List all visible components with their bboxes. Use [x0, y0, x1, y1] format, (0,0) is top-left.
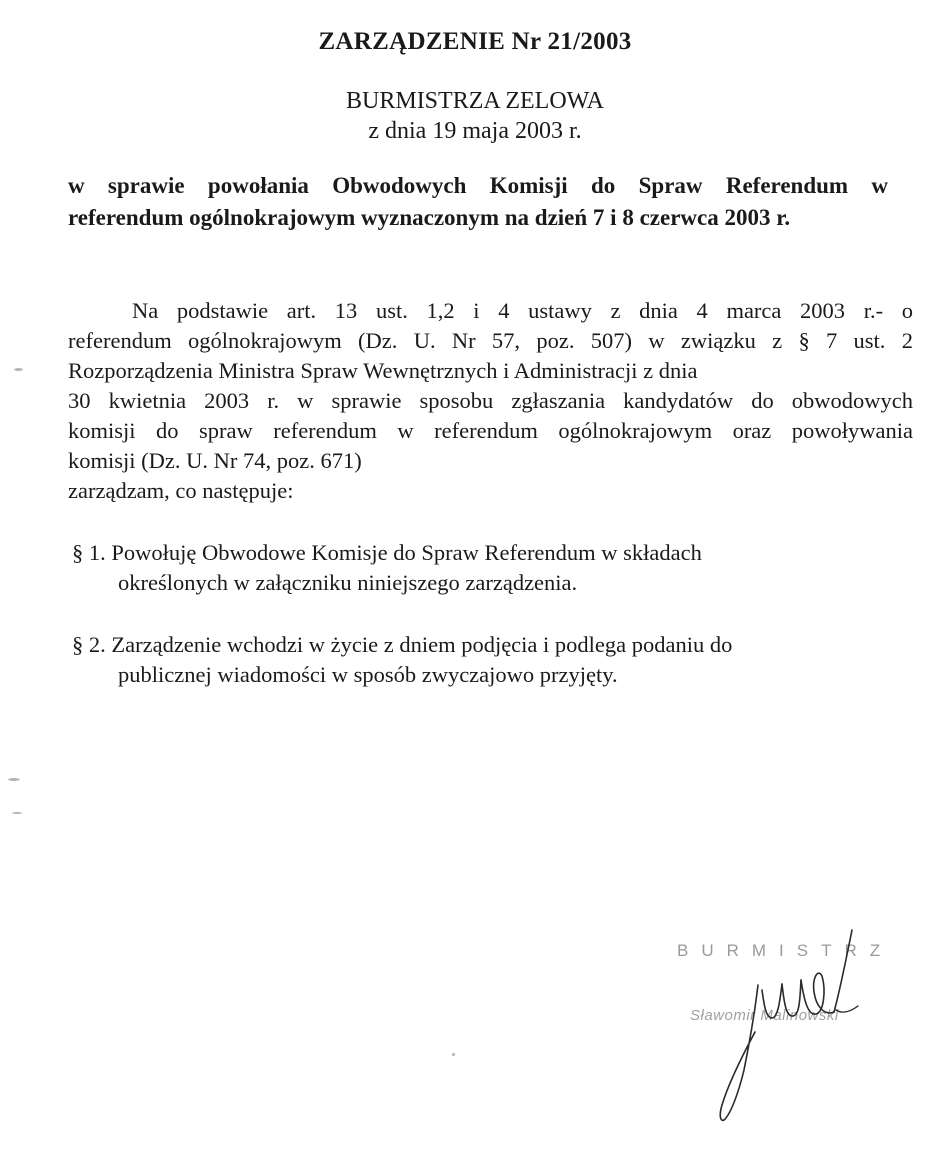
subject-line-1: w sprawie powołania Obwodowych Komisji do Spraw Referendum w [68, 173, 888, 198]
paragraph-2-line-2: publicznej wiadomości w sposób zwyczajowo przyjęty. [118, 662, 618, 687]
paragraph-1 [72, 538, 872, 598]
basis-line-4: 30 kwietnia 2003 r. w sprawie sposobu zgłaszania kandydatów do obwodowych [68, 388, 913, 413]
basis-line-7: zarządzam, co następuje: [68, 478, 294, 503]
scan-speck [8, 778, 20, 781]
basis-line-6: komisji (Dz. U. Nr 74, poz. 671) [68, 448, 362, 473]
paragraph-1-line-2: określonych w załączniku niniejszego zarządzenia. [118, 570, 578, 595]
document-subject [68, 170, 888, 234]
document-title: ZARZĄDZENIE Nr 21/2003 [318, 28, 632, 55]
paragraph-2-line-1: § 2. Zarządzenie wchodzi w życie z dniem podjęcia i podlega podaniu do [72, 632, 733, 657]
paragraph-2 [72, 630, 872, 690]
document-issuer-block [0, 86, 950, 146]
stamp-title: BURMISTRZ [677, 941, 894, 960]
paragraph-1-line-1: § 1. Powołuję Obwodowe Komisje do Spraw Referendum w składach [72, 540, 702, 565]
document-issuer: BURMISTRZA ZELOWA [346, 88, 604, 114]
scan-speck [452, 1053, 455, 1056]
document-date: z dnia 19 maja 2003 r. [368, 118, 582, 144]
subject-line-2: referendum ogólnokrajowym wyznaczonym na dzień 7 i 8 czerwca 2003 r. [68, 205, 791, 230]
basis-line-3: Rozporządzenia Ministra Spraw Wewnętrznych i Administracji z dnia [68, 358, 698, 383]
scan-speck [12, 812, 22, 814]
handwritten-signature [700, 920, 880, 1130]
basis-line-1: Na podstawie art. 13 ust. 1,2 i 4 ustawy z dnia 4 marca 2003 r.- o [132, 298, 913, 323]
basis-line-2: referendum ogólnokrajowym (Dz. U. Nr 57, poz. 507) w związku z § 7 ust. 2 [68, 328, 913, 353]
scan-speck [14, 368, 23, 371]
legal-basis [68, 296, 913, 506]
basis-line-5: komisji do spraw referendum w referendum ogólnokrajowym oraz powoływania [68, 418, 913, 443]
stamp-name: Sławomir Malinowski [690, 1007, 839, 1024]
